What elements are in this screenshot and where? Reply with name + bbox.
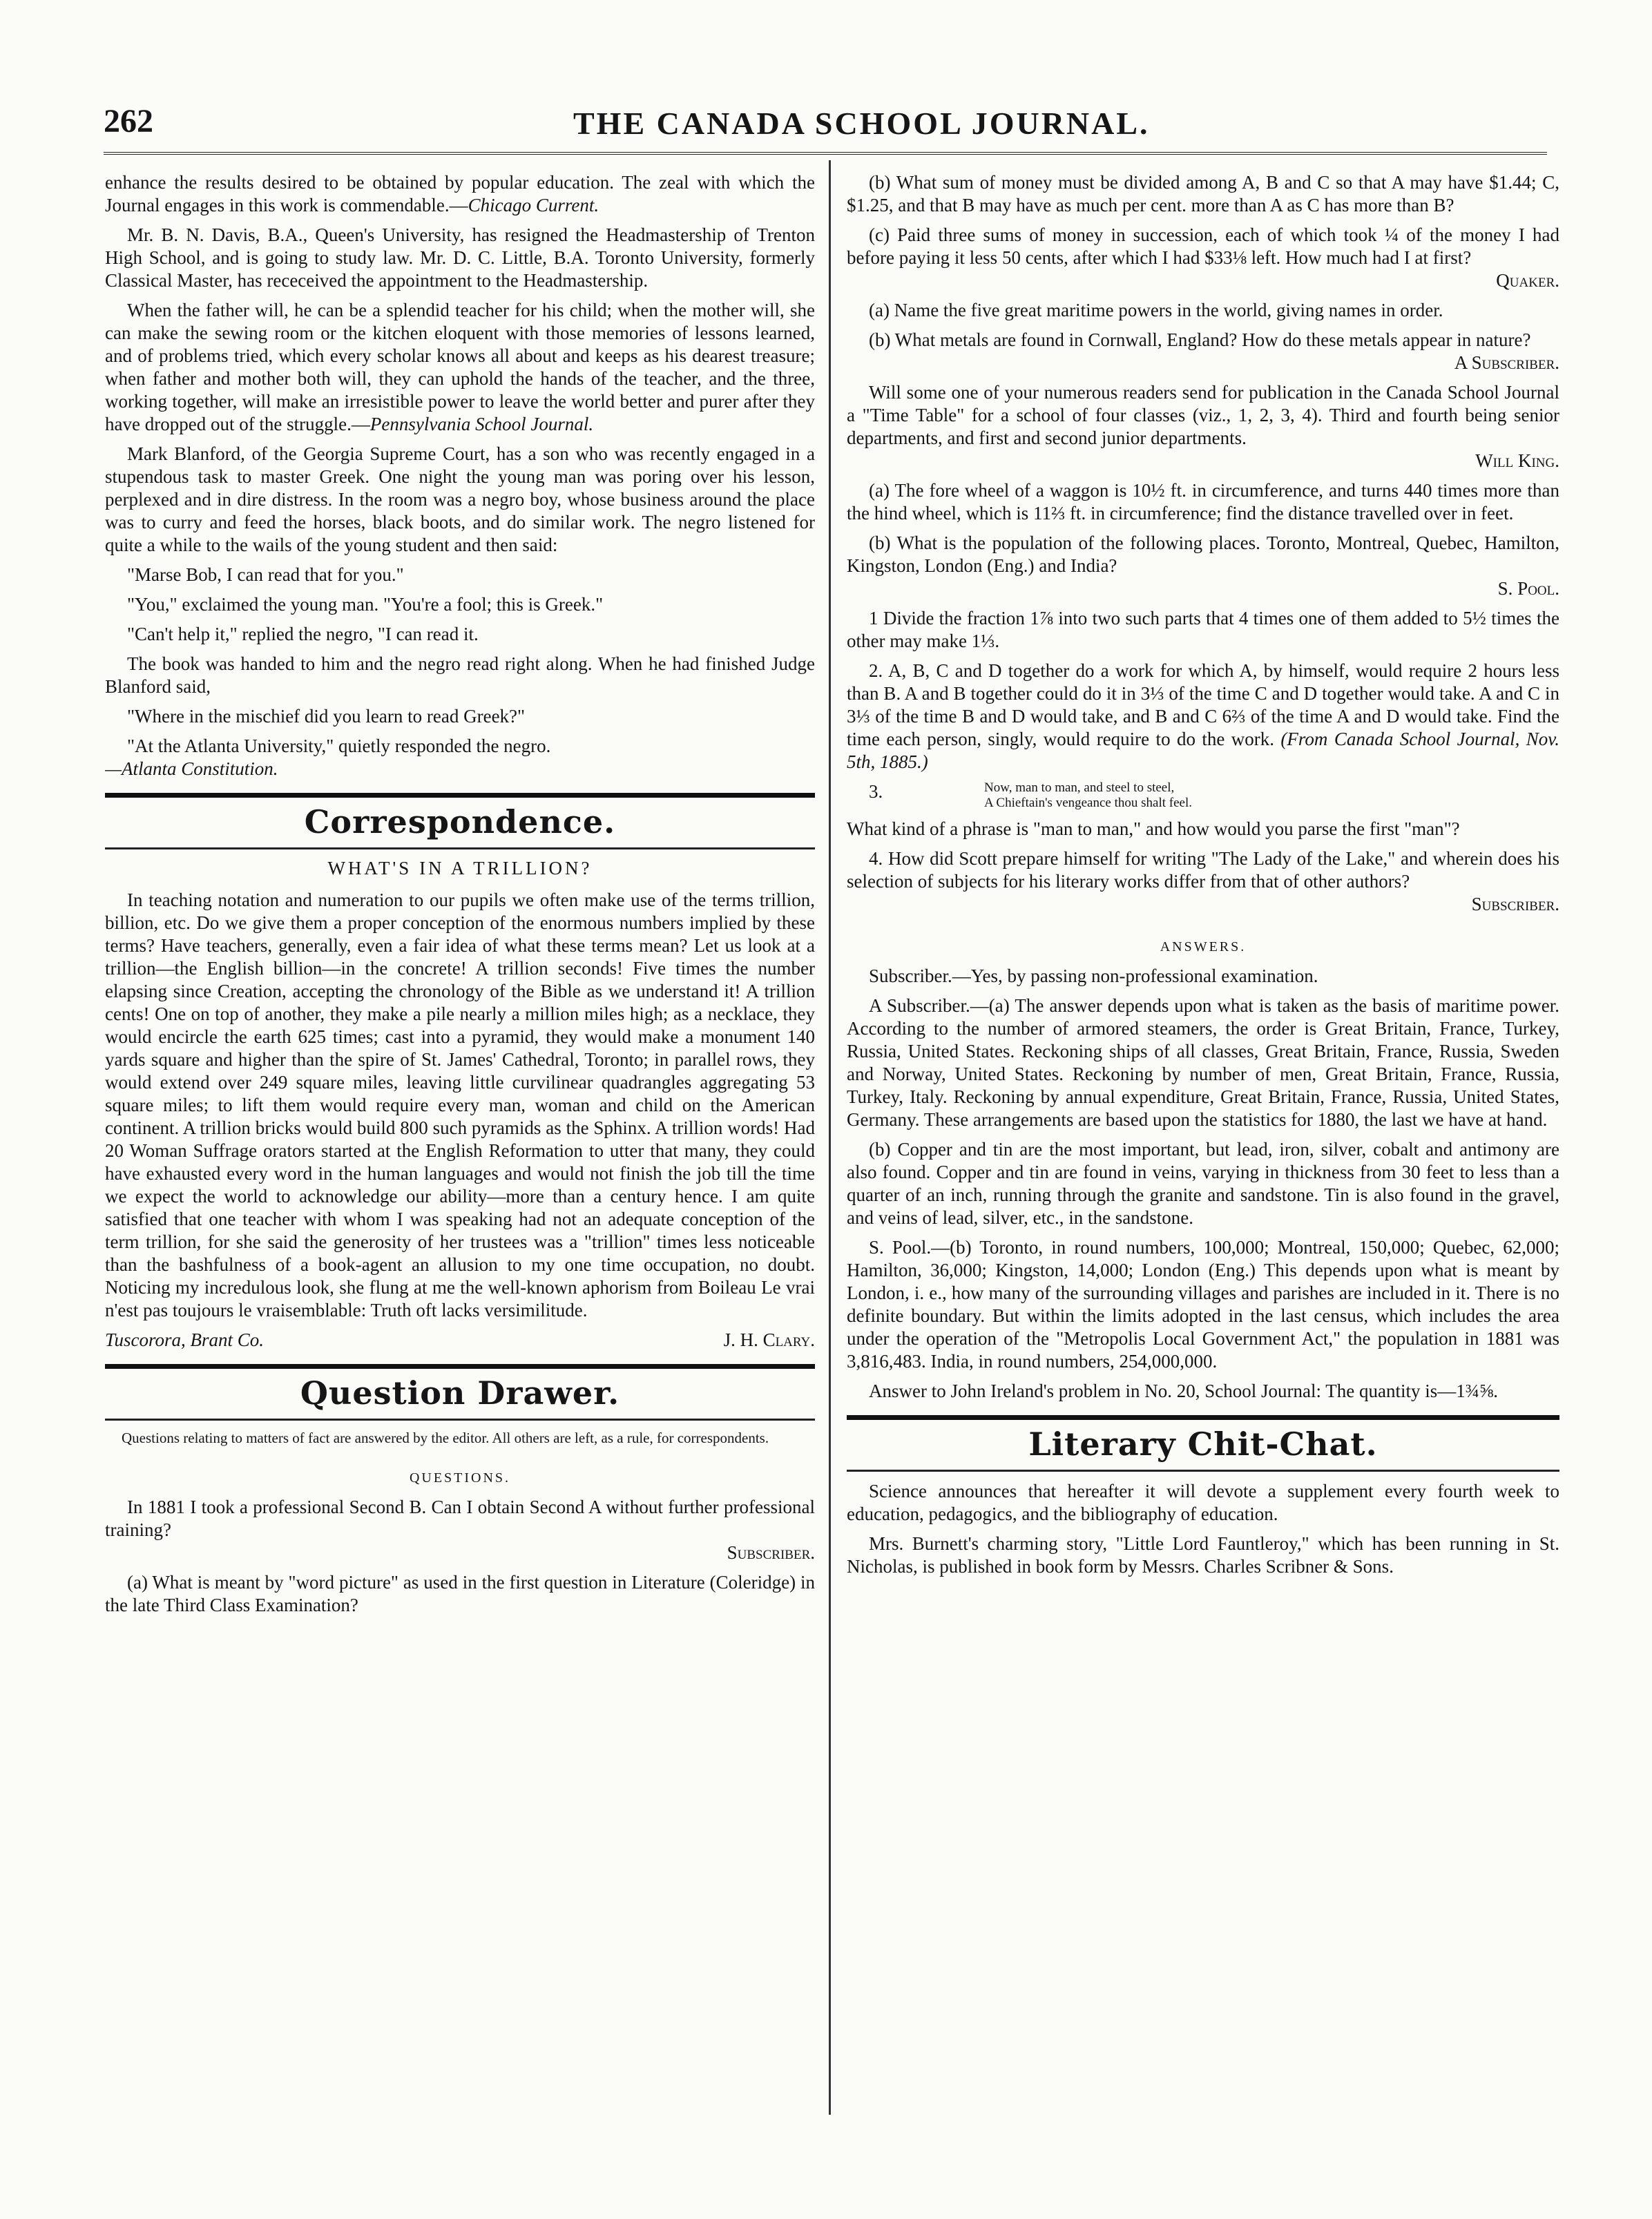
question: (b) What sum of money must be divided among A, B and C so that A may have $1.44; C, $1.25, and that B may have as much per cent. more than A as C has more than B? [847, 172, 1559, 215]
section-rule [105, 1419, 815, 1421]
verse-quote: 3. Now, man to man, and steel to steel, A Chieftain's vengeance thou shalt feel. [869, 780, 1192, 810]
answer: A Subscriber.—(a) The answer depends upon what is taken as the basis of maritime power. According to the number of armored steamers, the order is Great Britain, France, Turkey, Russia, United States. Reckoning ships of all classes, Great Britain, France, Russia, Sweden and Norway, United States. Reckoning by number of men, Great Britain, France, Russia, Turkey, Italy. Reckoning by annual expenditure, Great Britain, France, Russia, United States, Germany. These arrangements are based upon the statistics for 1880, the last we have at hand. [847, 995, 1559, 1130]
page-number: 262 [104, 103, 153, 140]
paragraph: Mr. B. N. Davis, B.A., Queen's University, has resigned the Headmastership of Trenton High School, and is going to study law. Mr. D. C. Little, B.A. Toronto University, formerly Classical Master, has receceived the appointment to the Headmastership. [105, 224, 815, 291]
answer: Answer to John Ireland's problem in No. 20, School Journal: The quantity is—1¾⅝. [869, 1381, 1499, 1401]
header-rule [104, 152, 1547, 155]
signature-name: J. H. Clary. [723, 1329, 815, 1350]
answer: S. Pool.—(b) Toronto, in round numbers, 100,000; Montreal, 150,000; Quebec, 62,000; Hamilton, 36,000; Kingston, 14,000; London (Eng.) This depends upon what is meant by London, i. e., how many of the surrounding villages and parishes are included in it. There is no definite boundary. But within the limits adopted in the last census, which includes the area under the operation of the "Metropolis Local Government Act," the population in 1881 was 3,816,483. India, in round numbers, 254,000,000. [847, 1237, 1559, 1372]
journal-title: THE CANADA SCHOOL JOURNAL. [573, 106, 1150, 141]
section-rule [105, 847, 815, 849]
paragraph: Mrs. Burnett's charming story, "Little Lord Fauntleroy," which has been running in St. Nicholas, is published in book form by Messrs. Charles Scribner & Sons. [847, 1533, 1559, 1577]
page-header [104, 102, 1547, 151]
paragraph: "Can't help it," replied the negro, "I can read it. [127, 624, 479, 644]
paragraph: "You," exclaimed the young man. "You're a fool; this is Greek." [127, 594, 604, 615]
answer: (b) Copper and tin are the most important, but lead, iron, silver, cobalt and antimony are also found. Copper and tin are found in veins, varying in thickness from 30 feet to less than a quarter of an inch, running through the granite and sandstone. Tin is also found in the gravel, and veins of lead, silver, etc., in the sandstone. [847, 1139, 1559, 1228]
answers-heading: ANSWERS. [1160, 939, 1247, 954]
section-rule [105, 1364, 815, 1369]
question: (a) What is meant by "word picture" as used in the first question in Literature (Coleridge) in the late Third Class Examination? [105, 1572, 815, 1615]
signature-place: Tuscorora, Brant Co. [105, 1329, 265, 1350]
paragraph: enhance the results desired to be obtained by popular education. The zeal with which the Journal engages in this work is commendable.—Chicago Current. [105, 172, 815, 215]
paragraph: "At the Atlanta University," quietly responded the negro. —Atlanta Constitution. [105, 736, 551, 779]
paragraph: "Marse Bob, I can read that for you." [127, 564, 404, 585]
question: 2. A, B, C and D together do a work for which A, by himself, would require 2 hours less than B. A and B together could do it in 3⅓ of the time C and D together would take. A and C in 3⅓ of the time B and D would take, and B and C 6⅔ of the time A and D would take. Find the time each person, singly, would require to do the work. (From Canada School Journal, Nov. 5th, 1885.) [847, 660, 1559, 772]
column-divider [829, 160, 831, 2115]
section-rule [847, 1415, 1559, 1420]
section-rule [847, 1470, 1559, 1472]
left-column [105, 171, 815, 2119]
right-column [847, 171, 1559, 2119]
paragraph: Mark Blanford, of the Georgia Supreme Court, has a son who was recently engaged in a stupendous task to master Greek. One night the young man was poring over his lesson, perplexed and in dire distress. In the room was a negro boy, whose business around the place was to curry and feed the horses, black boots, and do similar work. The negro listened for quite a while to the wails of the young student and then said: [105, 443, 815, 555]
paragraph: When the father will, he can be a splendid teacher for his child; when the mother will, she can make the sewing room or the kitchen eloquent with those memories of lessons learned, and of problems tried, which every scholar knows all about and keeps as his dearest treasure; when father and mother both will, they can uphold the hands of the teacher, and the three, working together, will make an irresistible power to leave the world better and purer after they have dropped out of the struggle.—Pennsylvania School Journal. [105, 300, 815, 434]
editorial-note: Questions relating to matters of fact are answered by the editor. All others are left, as a rule, for correspondents. [122, 1430, 769, 1446]
paragraph: The book was handed to him and the negro read right along. When he had finished Judge Blanford said, [105, 653, 815, 697]
question: 4. How did Scott prepare himself for writing "The Lady of the Lake," and wherein does his selection of subjects for his literary works differ from that of other authors? Subscriber. [847, 848, 1559, 914]
paragraph: "Where in the mischief did you learn to read Greek?" [127, 706, 526, 727]
paragraph: Science announces that hereafter it will devote a supplement every fourth week to education, pedagogics, and the bibliography of education. [847, 1481, 1559, 1524]
questions-heading: QUESTIONS. [409, 1470, 511, 1486]
question: (a) Name the five great maritime powers in the world, giving names in order. [869, 300, 1443, 320]
question: (a) The fore wheel of a waggon is 10½ ft. in circumference, and turns 440 times more than the hind wheel, which is 11⅔ ft. in circumference; find the distance travelled over in feet. [847, 480, 1559, 523]
answer: Subscriber.—Yes, by passing non-professional examination. [869, 966, 1318, 986]
question: 1 Divide the fraction 1⅞ into two such parts that 4 times one of them added to 5½ times the other may make 1⅓. [847, 608, 1559, 651]
literary-heading: Literary Chit-Chat. [1028, 1425, 1378, 1463]
section-rule [105, 793, 815, 798]
article-signature [105, 1329, 815, 1352]
question: (b) What is the population of the following places. Toronto, Montreal, Quebec, Hamilton, Kingston, London (Eng.) and India? S. Pool. [847, 532, 1559, 599]
question-drawer-heading: Question Drawer. [300, 1374, 620, 1412]
paragraph: In teaching notation and numeration to our pupils we often make use of the terms trillion, billion, etc. Do we give them a proper conception of the enormous numbers implied by these terms? Have teachers, generally, even a fair idea of what these terms mean? Let us look at a trillion—the English billion—in the concrete! A trillion seconds! Five times the number elapsing since Creation, accepting the chronology of the Bible as we understand it! A trillion cents! One on top of another, they make a pile nearly a million miles high; as a necklace, they would encircle the earth 625 times; cast into a pyramid, they would make a monument 140 yards square and higher than the spire of St. James' Cathedral, Toronto; in parallel rows, they would extend over 249 square miles, leaving little curvilinear quadrangles aggregating 53 square miles; to lift them would require every man, woman and child on the American continent. A trillion bricks would build 800 such pyramids as the Sphinx. A trillion words! Had 20 Woman Suffrage orators started at the English Reformation to utter that many, they could have exhausted every word in the human languages and would not finish the job till the time we expect the world to acknowledge our ability—more than a century hence. I am quite satisfied that one teacher with whom I was speaking had not an adequate conception of the term trillion, for she said the generosity of her trustees was a "trillion" times less noticeable than the bashfulness of a book-agent an allusion to my one time occupation, no doubt. Noticing my incredulous look, she flung at me the well-known aphorism from Boileau Le vrai n'est pas toujours le vraisemblable: Truth oft lacks versimilitude. [105, 890, 815, 1320]
question: (b) What metals are found in Cornwall, England? How do these metals appear in nature? A Subscriber. [869, 329, 1559, 373]
question: Will some one of your numerous readers send for publication in the Canada School Journal a "Time Table" for a school of four classes (viz., 1, 2, 3, 4). Third and fourth being senior departments, and first and second junior departments. Will King. [847, 382, 1559, 471]
article-title: WHAT'S IN A TRILLION? [327, 858, 593, 878]
question: (c) Paid three sums of money in succession, each of which took ¼ of the money I had before paying it less 50 cents, after which I had $33⅛ left. How much had I at first? Quaker. [847, 224, 1559, 291]
question: In 1881 I took a professional Second B. Can I obtain Second A without further professional training? Subscriber. [105, 1497, 815, 1563]
question: What kind of a phrase is "man to man," and how would you parse the first "man"? [847, 818, 1460, 839]
correspondence-heading: Correspondence. [304, 803, 616, 840]
